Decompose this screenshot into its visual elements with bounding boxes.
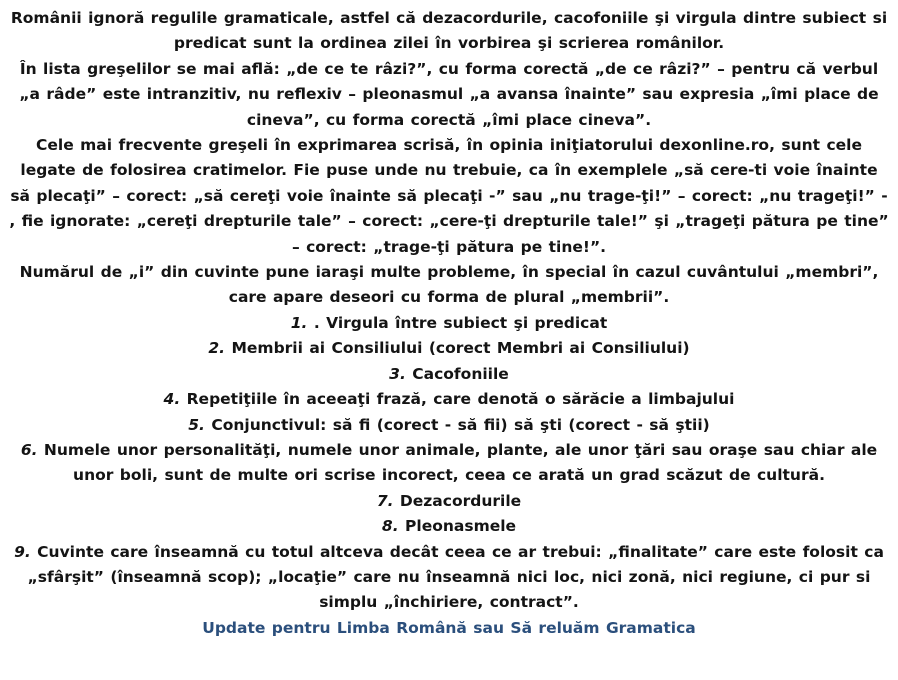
list-item	[8, 413, 890, 438]
list-item-number: 4.	[163, 390, 181, 409]
list-item	[8, 540, 890, 616]
list-item-number: 3.	[389, 364, 406, 383]
list-item-text: Cuvinte care înseamnă cu totul altceva decât ceea ce ar trebui: „finalitate” care este folosit ca „sfârşit” (înseamnă scop); „locaţie” care nu înseamnă nici loc, nici zonă, nici regiune, ci pur si simplu „închiriere, contract”.	[27, 542, 884, 612]
list-item	[8, 311, 890, 336]
list-item	[8, 438, 890, 489]
list-item-number: 6.	[20, 440, 38, 459]
paragraph-intro: Românii ignoră regulile gramaticale, astfel că dezacordurile, cacofoniile şi virgula dintre subiect si predicat sunt la ordinea zilei în vorbirea şi scrierea românilor.	[10, 9, 888, 53]
list-item	[8, 489, 890, 514]
mistakes-list	[8, 311, 890, 616]
list-item	[8, 336, 890, 361]
list-item-number: 8.	[381, 517, 399, 536]
list-item-text: Repetiţiile în aceeaţi frază, care denotă o sărăcie a limbajului	[186, 390, 735, 409]
list-item-text: . Virgula între subiect şi predicat	[313, 313, 608, 332]
list-item-number: 1.	[290, 313, 308, 332]
list-item-text: Membrii ai Consiliului (corect Membri ai Consiliului)	[231, 339, 690, 358]
paragraph-hyphen-usage: Cele mai frecvente greşeli în exprimarea scrisă, în opinia iniţiatorului dexonline.ro, sunt cele legate de folosirea cratimelor. Fie puse unde nu trebuie, ca în exemplele „să cere-ti voie înainte să plecaţi” – corect: „să cereţi voie înainte să plecaţi -” sau „nu trage-ţi!” – corect: „nu trageţi!” - , fie ignorate: „cereţi drepturile tale” – corect: „cere-ţi drepturile tale!” şi „trageţi pătura pe tine” – corect: „trage-ţi pătura pe tine!”.	[9, 136, 889, 256]
list-item-text: Pleonasmele	[405, 517, 517, 536]
list-item-text: Cacofoniile	[412, 364, 509, 383]
list-item	[8, 362, 890, 387]
list-item-number: 9.	[14, 542, 31, 561]
footer-title: Update pentru Limba Română sau Să reluăm Gramatica	[202, 618, 696, 637]
list-item-text: Conjunctivul: să fi (corect - să fii) să şti (corect - să ştii)	[211, 415, 710, 434]
list-item-number: 7.	[376, 491, 394, 510]
paragraph-common-mistakes: În lista greşelilor se mai află: „de ce te râzi?”, cu forma corectă „de ce râzi?” – pentru că verbul „a râde” este intranzitiv, nu reflexiv – pleonasmul „a avansa înainte” sau expresia „îmi place de cineva”, cu forma corectă „îmi place cineva”.	[19, 59, 879, 129]
list-item	[8, 514, 890, 539]
list-item-number: 5.	[188, 415, 205, 434]
list-item-text: Numele unor personalităţi, numele unor animale, plante, ale unor ţări sau oraşe sau chiar ale unor boli, sunt de multe ori scrise incorect, ceea ce arată un grad scăzut de cultură.	[43, 440, 878, 485]
list-item-text: Dezacordurile	[399, 491, 522, 510]
list-item	[8, 387, 890, 412]
list-item-number: 2.	[208, 339, 226, 358]
paragraph-plural-i: Numărul de „i” din cuvinte pune iaraşi multe probleme, în special în cazul cuvântului „membri”, care apare deseori cu forma de plural „membrii”.	[19, 263, 879, 307]
